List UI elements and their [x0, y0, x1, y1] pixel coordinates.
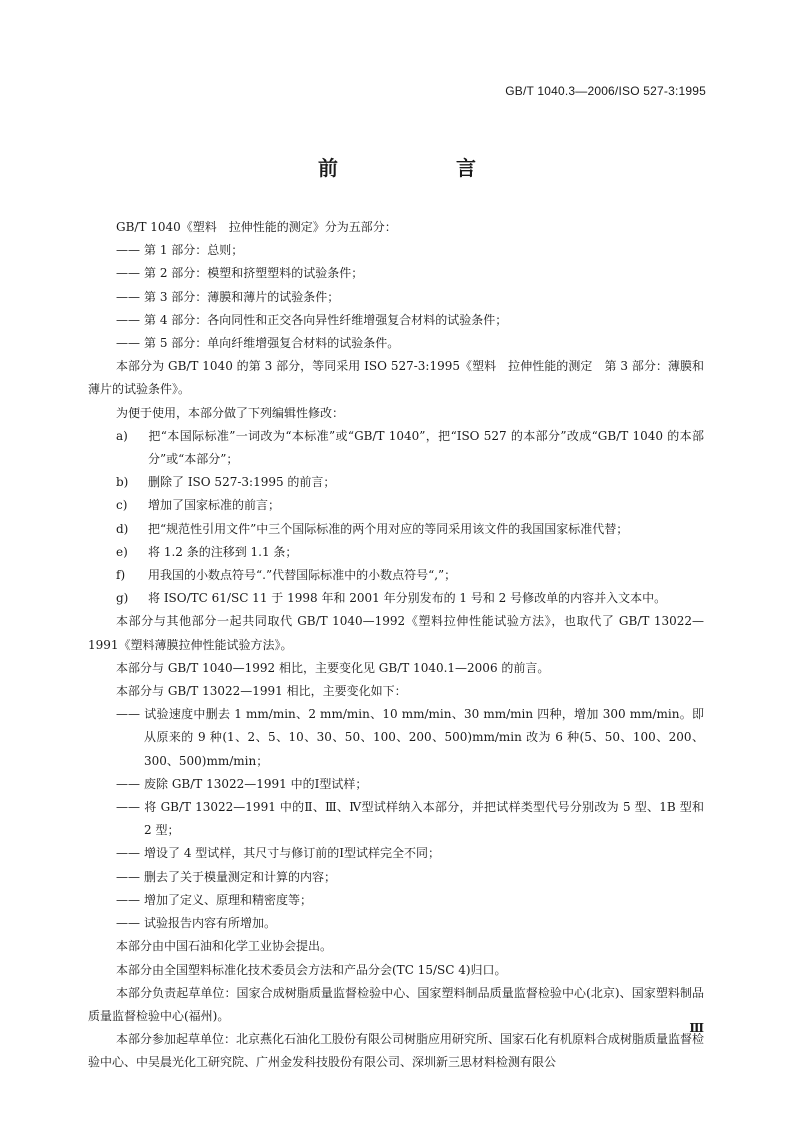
edit-item: c) 增加了国家标准的前言； — [116, 498, 281, 513]
paragraph-participating-units: 本部分参加起草单位：北京燕化石油化工股份有限公司树脂应用研究所、国家石化有机原料合成树脂质量监督检验中心、中吴晨光化工研究院、广州金发科技股份有限公司、深圳新三思材料检测有限公 — [88, 1032, 705, 1070]
part-item: —— 第 3 部分：薄膜和薄片的试验条件； — [116, 289, 340, 304]
edit-item: b) 删除了 ISO 527-3:1995 的前言； — [116, 475, 336, 490]
paragraph-supersedes: 本部分与其他部分一起共同取代 GB/T 1040—1992《塑料拉伸性能试验方法》，也取代了 GB/T 13022—1991《塑料薄膜拉伸性能试验方法》。 — [88, 614, 704, 652]
part-item: —— 第 2 部分：模塑和挤塑塑料的试验条件； — [116, 266, 364, 281]
paragraph-proposer: 本部分由中国石油和化学工业协会提出。 — [116, 939, 333, 954]
paragraph-edits-intro: 为便于使用，本部分做了下列编辑性修改： — [116, 405, 345, 420]
change-item: —— 增设了 4 型试样，其尺寸与修订前的Ⅰ型试样完全不同； — [116, 846, 441, 861]
part-item: —— 第 4 部分：各向同性和正交各向异性纤维增强复合材料的试验条件； — [116, 312, 508, 327]
paragraph-drafting-units: 本部分负责起草单位：国家合成树脂质量监督检验中心、国家塑料制品质量监督检验中心(北京)、国家塑料制品质量监督检验中心(福州)。 — [88, 985, 704, 1023]
page-title: 前 言 — [318, 156, 502, 180]
paragraph-equivalence: 本部分为 GB/T 1040 的第 3 部分，等同采用 ISO 527-3:1995《塑料 拉伸性能的测定 第 3 部分：薄膜和薄片的试验条件》。 — [88, 359, 704, 397]
edit-item: g) 将 ISO/TC 61/SC 11 于 1998 年和 2001 年分别发布的 1 号和 2 号修改单的内容并入文本中。 — [116, 591, 667, 606]
paragraph-intro: GB/T 1040《塑料 拉伸性能的测定》分为五部分： — [116, 220, 397, 234]
change-item: —— 将 GB/T 13022—1991 中的Ⅱ、Ⅲ、Ⅳ型试样纳入本部分，并把试样类型代号分别改为 5 型、1B 型和 2 型； — [116, 800, 704, 838]
page-number: Ⅲ — [689, 1021, 704, 1035]
change-item: —— 增加了定义、原理和精密度等； — [116, 892, 313, 907]
paragraph-changes-1992: 本部分与 GB/T 1040—1992 相比，主要变化见 GB/T 1040.1—2006 的前言。 — [116, 660, 550, 675]
edit-item: a) 把“本国际标准”一词改为“本标准”或“GB/T 1040”，把“ISO 527 的本部分”改成“GB/T 1040 的本部分”或“本部分”； — [116, 428, 704, 467]
standard-code-header: GB/T 1040.3—2006/ISO 527-3:1995 — [505, 84, 706, 98]
edit-item: e) 将 1.2 条的注移到 1.1 条； — [116, 544, 298, 559]
paragraph-changes-intro: 本部分与 GB/T 13022—1991 相比，主要变化如下： — [116, 684, 407, 699]
change-item: —— 试验报告内容有所增加。 — [116, 916, 277, 931]
edit-item: d) 把“规范性引用文件”中三个国际标准的两个用对应的等同采用该文件的我国国家标准代替； — [116, 521, 629, 536]
foreword-body — [88, 216, 704, 1075]
part-item: —— 第 5 部分：单向纤维增强复合材料的试验条件。 — [116, 336, 400, 351]
change-item: —— 试验速度中删去 1 mm/min、2 mm/min、10 mm/min、30 mm/min 四种，增加 300 mm/min。即从原来的 9 种(1、2、5、10、30、50、100、200、500)mm/min 改为 6 种(5、50、100、200、300、500)mm/min； — [116, 707, 704, 768]
change-item: —— 删去了关于模量测定和计算的内容； — [116, 869, 337, 884]
part-item: —— 第 1 部分：总则； — [116, 243, 244, 258]
paragraph-technical-committee: 本部分由全国塑料标准化技术委员会方法和产品分会(TC 15/SC 4)归口。 — [116, 962, 507, 977]
edit-item: f) 用我国的小数点符号“.”代替国际标准中的小数点符号“,”； — [116, 568, 457, 583]
change-item: —— 废除 GB/T 13022—1991 中的Ⅰ型试样； — [116, 776, 368, 791]
